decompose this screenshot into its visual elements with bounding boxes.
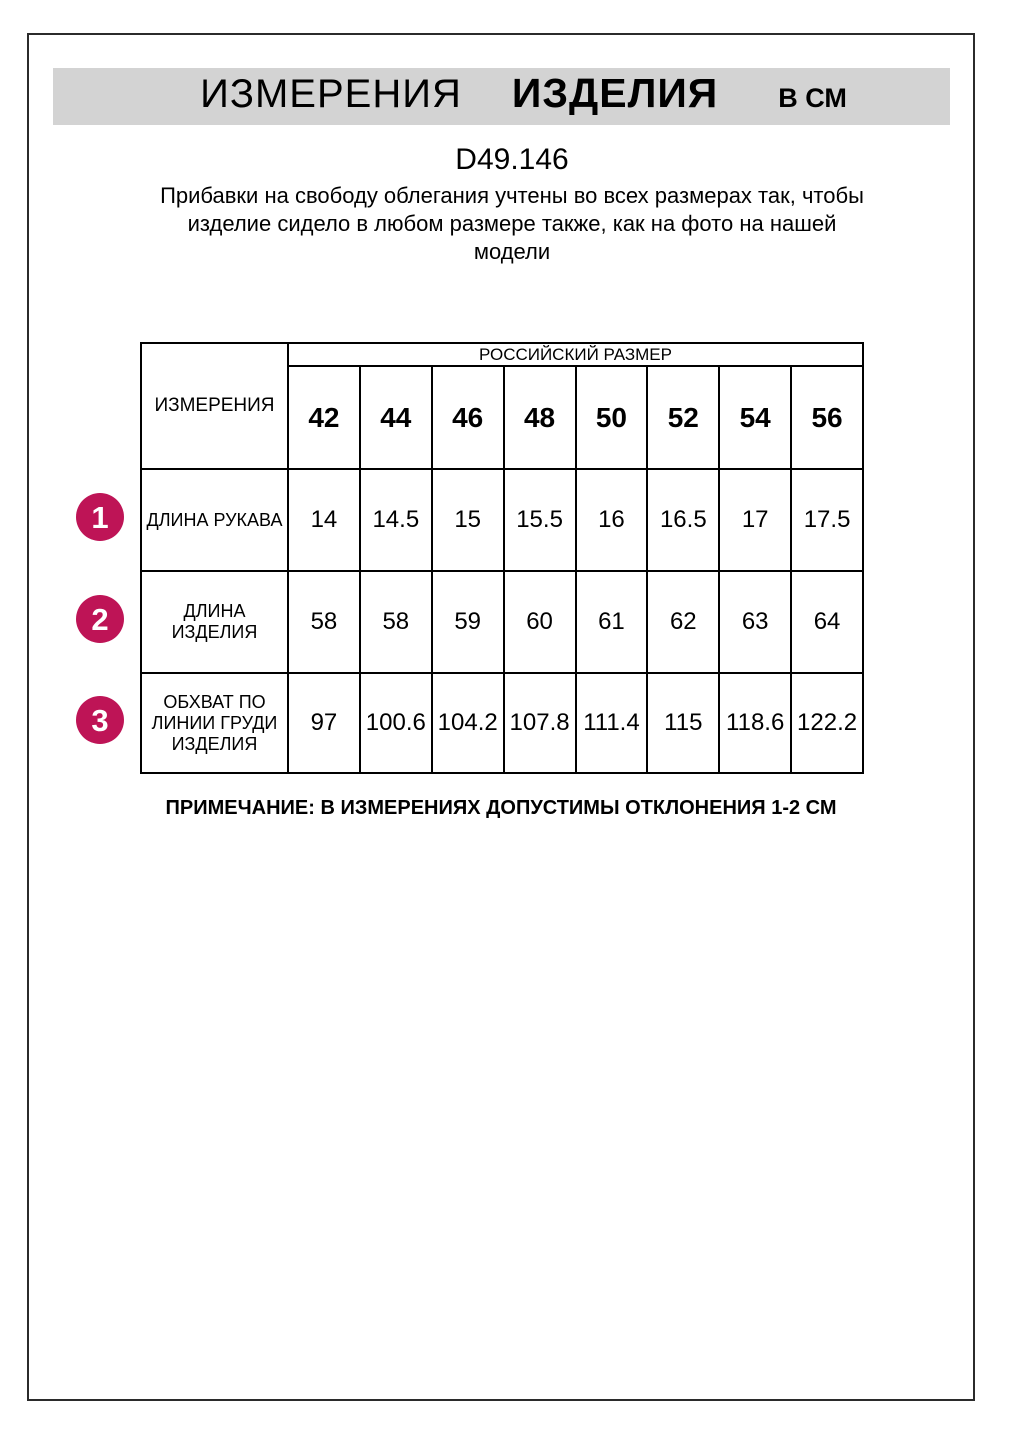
measurement-value: 17.5 [791,469,863,571]
header-title-unit: В СМ [778,83,847,113]
row-number-badge [76,493,124,541]
size-table [140,342,864,774]
size-column-header: 52 [647,366,719,469]
description-line: модели [473,239,551,264]
measurement-value: 100.6 [360,673,432,773]
row-number: 1 [91,499,109,535]
measurement-value: 16 [576,469,648,571]
row-number: 3 [91,702,109,738]
measurement-value: 62 [647,571,719,673]
measurement-label-line: ДЛИНА [183,601,246,621]
measurement-value: 16.5 [647,469,719,571]
size-column-header: 44 [360,366,432,469]
measurement-value: 115 [647,673,719,773]
row-number-badge [76,696,124,744]
row-number: 2 [91,601,109,637]
measurement-label-line: ИЗДЕЛИЯ [171,622,258,642]
measurement-value: 60 [504,571,576,673]
measurement-value: 14.5 [360,469,432,571]
table-row [141,571,863,673]
measurement-value: 122.2 [791,673,863,773]
measurement-value: 15.5 [504,469,576,571]
size-column-header: 48 [504,366,576,469]
note-text: ПРИМЕЧАНИЕ: В ИЗМЕРЕНИЯХ ДОПУСТИМЫ ОТКЛОНЕНИЯ 1-2 СМ [165,797,837,819]
size-column-header: 42 [288,366,360,469]
measurement-label-line: ИЗДЕЛИЯ [171,733,258,754]
measurement-label [141,571,288,673]
size-column-header: 50 [576,366,648,469]
measurement-label [141,469,288,571]
measurement-value: 104.2 [432,673,504,773]
measurement-value: 14 [288,469,360,571]
measurement-value: 58 [360,571,432,673]
description [0,182,1024,266]
measurement-value: 63 [719,571,791,673]
measurement-value: 17 [719,469,791,571]
size-column-header: 56 [791,366,863,469]
measurement-value: 111.4 [576,673,648,773]
description-line: изделие сидело в любом размере также, как на фото на нашей [187,211,837,236]
measurement-value: 118.6 [719,673,791,773]
table-row [141,469,863,571]
description-line: Прибавки на свободу облегания учтены во всех размерах так, чтобы [160,183,864,208]
header-bar [53,68,950,125]
measurement-value: 107.8 [504,673,576,773]
measurement-value: 61 [576,571,648,673]
size-column-header: 54 [719,366,791,469]
header-title-product: ИЗДЕЛИЯ [511,70,719,116]
size-column-header: 46 [432,366,504,469]
measurement-label-line: ОБХВАТ ПО [163,691,266,712]
table-corner-header: ИЗМЕРЕНИЯ [141,343,288,469]
measurement-value: 58 [288,571,360,673]
measurement-value: 64 [791,571,863,673]
table-group-header: РОССИЙСКИЙ РАЗМЕР [288,343,863,366]
measurement-label-line: ЛИНИИ ГРУДИ [151,712,278,733]
header-title-measurements: ИЗМЕРЕНИЯ [200,72,462,116]
header-title [75,70,972,116]
size-table-body [141,343,863,773]
row-number-badge [76,595,124,643]
measurement-label [141,673,288,773]
measurement-label-line: ДЛИНА РУКАВА [146,509,283,530]
table-row [141,673,863,773]
measurement-value: 15 [432,469,504,571]
model-code: D49.146 [455,143,569,176]
measurement-value: 97 [288,673,360,773]
measurement-value: 59 [432,571,504,673]
